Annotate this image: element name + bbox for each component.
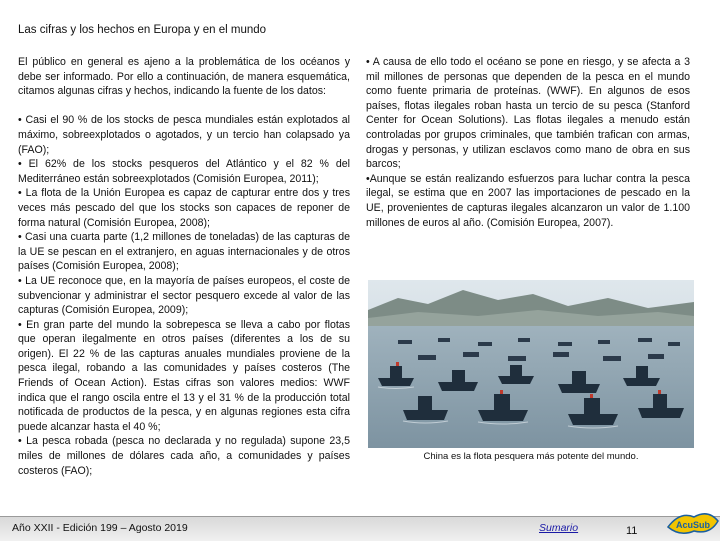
summary-link[interactable]: Sumario — [539, 522, 579, 534]
page-title: Las cifras y los hechos en Europa y en el mundo — [18, 24, 267, 36]
edition-label: Año XXII - Edición 199 – Agosto 2019 — [12, 522, 188, 534]
list-item: • La UE reconoce que, en la mayoría de países europeos, el coste de subvencionar y administrar el sector pesquero excede al valor de las capturas (Comisión Europea, 2009); — [18, 274, 350, 317]
acusub-logo — [664, 505, 720, 540]
left-column — [18, 55, 350, 478]
fishing-fleet-photo — [368, 280, 694, 448]
page-number: 11 — [626, 525, 638, 537]
logo-text: AcuSub — [675, 520, 711, 530]
list-item: • La pesca robada (pesca no declarada y no regulada) supone 23,5 miles de millones de dólares cada año, a comunidades y países costeros (FAO); — [18, 435, 350, 477]
photo-caption: China es la flota pesquera más potente del mundo. — [423, 451, 639, 462]
list-item: • Casi el 90 % de los stocks de pesca mundiales están explotados al máximo, sobreexplotados o agotados, y un tercio han colapsado ya (FAO); — [18, 114, 350, 156]
list-item: • La flota de la Unión Europea es capaz de capturar entre dos y tres veces más pescado del que los stocks son capaces de reponer de forma natural (Comisión Europea, 2008); — [18, 187, 350, 229]
list-item: •Aunque se están realizando esfuerzos para luchar contra la pesca ilegal, se estima que en 2007 las importaciones de pescado en la UE, provenientes de capturas ilegales alcanzaron un valor de 1.100 millones de euros al año. (Comisión Europea, 2007). — [366, 172, 690, 229]
list-item: • A causa de ello todo el océano se pone en riesgo, y se afecta a 3 mil millones de personas que dependen de la pesca en el mundo como fuente primaria de proteínas. (WWF). En algunos de esos países, flotas ilegales roban hasta un tercio de su pesca (Stanford Center for Ocean Solutions). Las flotas ilegales a menudo están controladas por grupos criminales, que también trafican con armas, drogas y personas, y utilizan esclavos como mano de obra en sus barcos; — [366, 56, 690, 171]
intro-paragraph: El público en general es ajeno a la problemática de los océanos y debe ser informado. Por ello a continuación, de manera esquemática, citamos algunas cifras y hechos, indicando la fuente de los datos: — [18, 56, 350, 98]
fleet-illustration — [368, 280, 694, 448]
right-column — [366, 55, 690, 230]
list-item: • En gran parte del mundo la sobrepesca se lleva a cabo por flotas que operan ilegalmente en otros países (diferentes a los de su origen). El 22 % de las capturas anuales mundiales proviene de la pesca ilegal, robando a las comunidades y países costeros (The Friends of Ocean Action). Estas cifras son valores medios: WWF indica que el rango oscila entre el 13 y el 31 % de la producción total notificada de productos de la pesca, y en algunas regiones esta cifra puede alcanzar hasta el 40 %; — [18, 318, 350, 433]
list-item: • El 62% de los stocks pesqueros del Atlántico y el 82 % del Mediterráneo están sobreexplotados (Comisión Europea, 2011); — [18, 158, 350, 185]
list-item: • Casi una cuarta parte (1,2 millones de toneladas) de las capturas de la UE se pescan en el extranjero, en aguas internacionales y de otros países (Comisión Europea, 2008); — [18, 231, 350, 273]
